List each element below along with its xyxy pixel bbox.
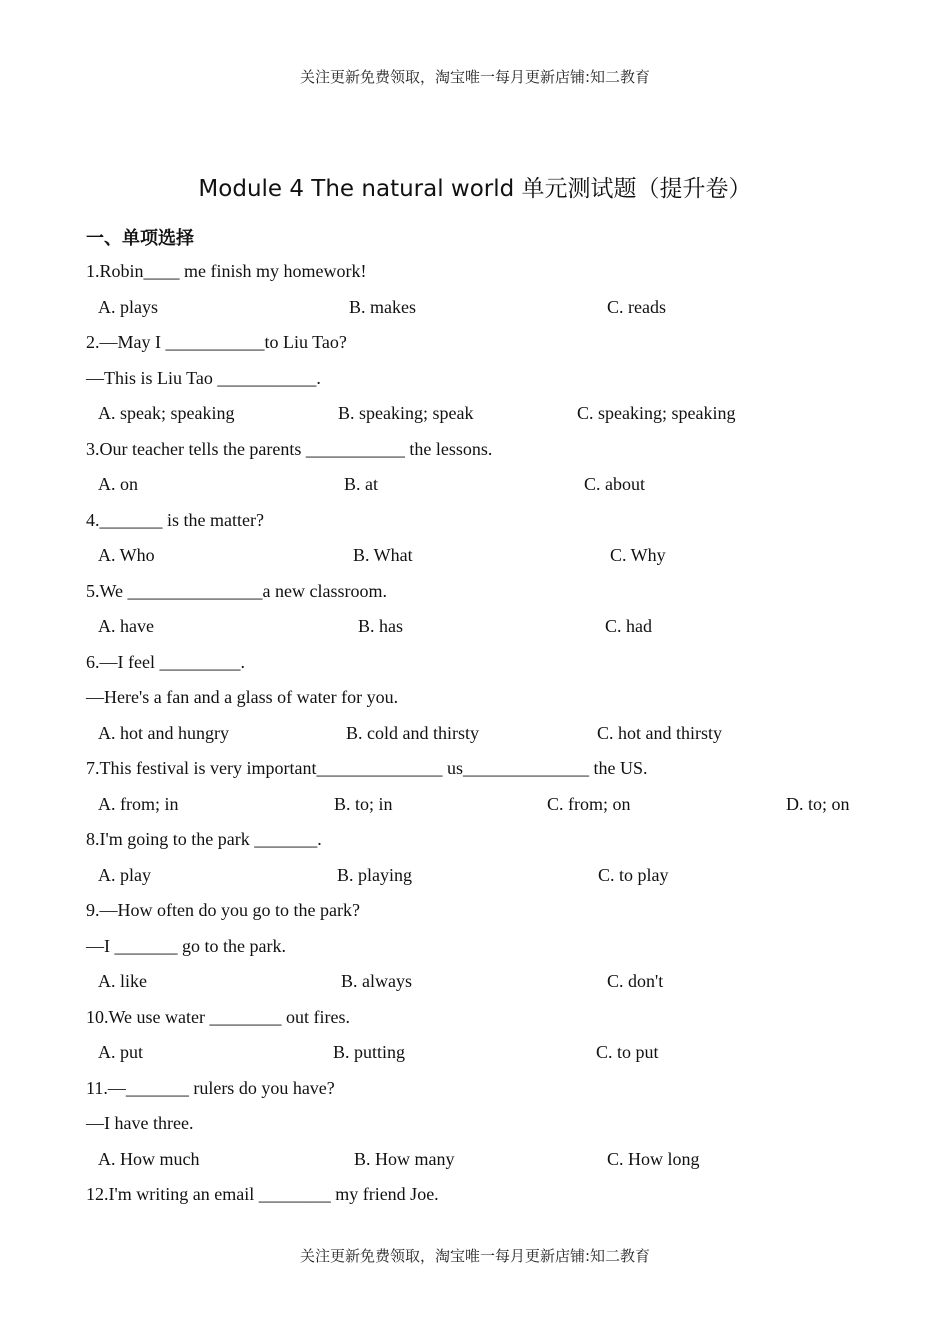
q8-option-c: C. to play [598,865,669,885]
question-1: 1.Robin____ me finish my homework! [86,261,367,281]
q3-option-c: C. about [584,474,645,494]
question-2: 2.—May I ___________to Liu Tao? [86,332,347,352]
q10-option-b: B. putting [333,1042,406,1062]
q7-option-d: D. to; on [786,794,850,814]
question-4: 4._______ is the matter? [86,510,264,530]
question-9: 9.—How often do you go to the park? [86,900,360,920]
q4-option-c: C. Why [610,545,666,565]
q6-option-b: B. cold and thirsty [346,723,479,743]
question-6-reply: —Here's a fan and a glass of water for you. [86,687,399,707]
q10-option-a: A. put [98,1042,143,1062]
q11-option-a: A. How much [98,1149,200,1169]
q8-option-b: B. playing [337,865,412,885]
question-12: 12.I'm writing an email ________ my friend Joe. [86,1184,439,1204]
q11-option-b: B. How many [354,1149,455,1169]
q10-option-c: C. to put [596,1042,659,1062]
q9-option-a: A. like [98,971,147,991]
q4-option-b: B. What [353,545,413,565]
q3-option-b: B. at [344,474,378,494]
question-11-reply: —I have three. [86,1113,194,1133]
q9-option-c: C. don't [607,971,664,991]
page-footer: 关注更新免费领取，淘宝唯一每月更新店铺:知二教育 [299,1247,651,1265]
q5-option-c: C. had [605,616,652,636]
section-heading: 一、单项选择 [86,228,194,249]
question-6: 6.—I feel _________. [86,652,245,672]
q2-option-a: A. speak; speaking [98,403,235,423]
q11-option-c: C. How long [607,1149,700,1169]
page-title: Module 4 The natural world 单元测试题（提升卷） [198,176,752,202]
q2-option-b: B. speaking; speak [338,403,474,423]
q6-option-c: C. hot and thirsty [597,723,722,743]
question-2-reply: —This is Liu Tao ___________. [86,368,321,388]
question-7: 7.This festival is very important______________ us______________ the US. [86,758,648,778]
q7-option-b: B. to; in [334,794,393,814]
q7-option-c: C. from; on [547,794,631,814]
q1-option-b: B. makes [349,297,416,317]
question-10: 10.We use water ________ out fires. [86,1007,350,1027]
question-11: 11.—_______ rulers do you have? [86,1078,335,1098]
question-9-reply: —I _______ go to the park. [86,936,286,956]
question-3: 3.Our teacher tells the parents ___________ the lessons. [86,439,493,459]
question-5: 5.We _______________a new classroom. [86,581,387,601]
q4-option-a: A. Who [98,545,155,565]
q1-option-a: A. plays [98,297,158,317]
q2-option-c: C. speaking; speaking [577,403,736,423]
q5-option-a: A. have [98,616,154,636]
q5-option-b: B. has [358,616,403,636]
q6-option-a: A. hot and hungry [98,723,229,743]
q3-option-a: A. on [98,474,138,494]
question-8: 8.I'm going to the park _______. [86,829,322,849]
q9-option-b: B. always [341,971,412,991]
q7-option-a: A. from; in [98,794,179,814]
q8-option-a: A. play [98,865,151,885]
q1-option-c: C. reads [607,297,666,317]
page-header: 关注更新免费领取，淘宝唯一每月更新店铺:知二教育 [299,68,651,86]
